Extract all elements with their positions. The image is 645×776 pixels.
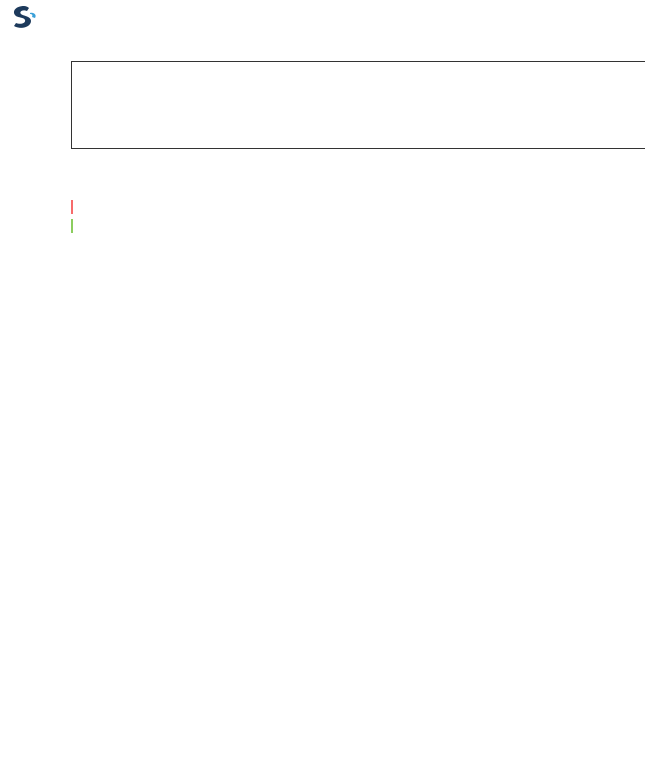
- skyciv-logo-icon: [6, 4, 42, 32]
- legend-green-swatch: [71, 219, 73, 233]
- legend-red-swatch: [71, 200, 73, 214]
- legend-min: [71, 219, 73, 233]
- legend-max: [71, 200, 73, 214]
- load-combination-title-box: [71, 61, 645, 149]
